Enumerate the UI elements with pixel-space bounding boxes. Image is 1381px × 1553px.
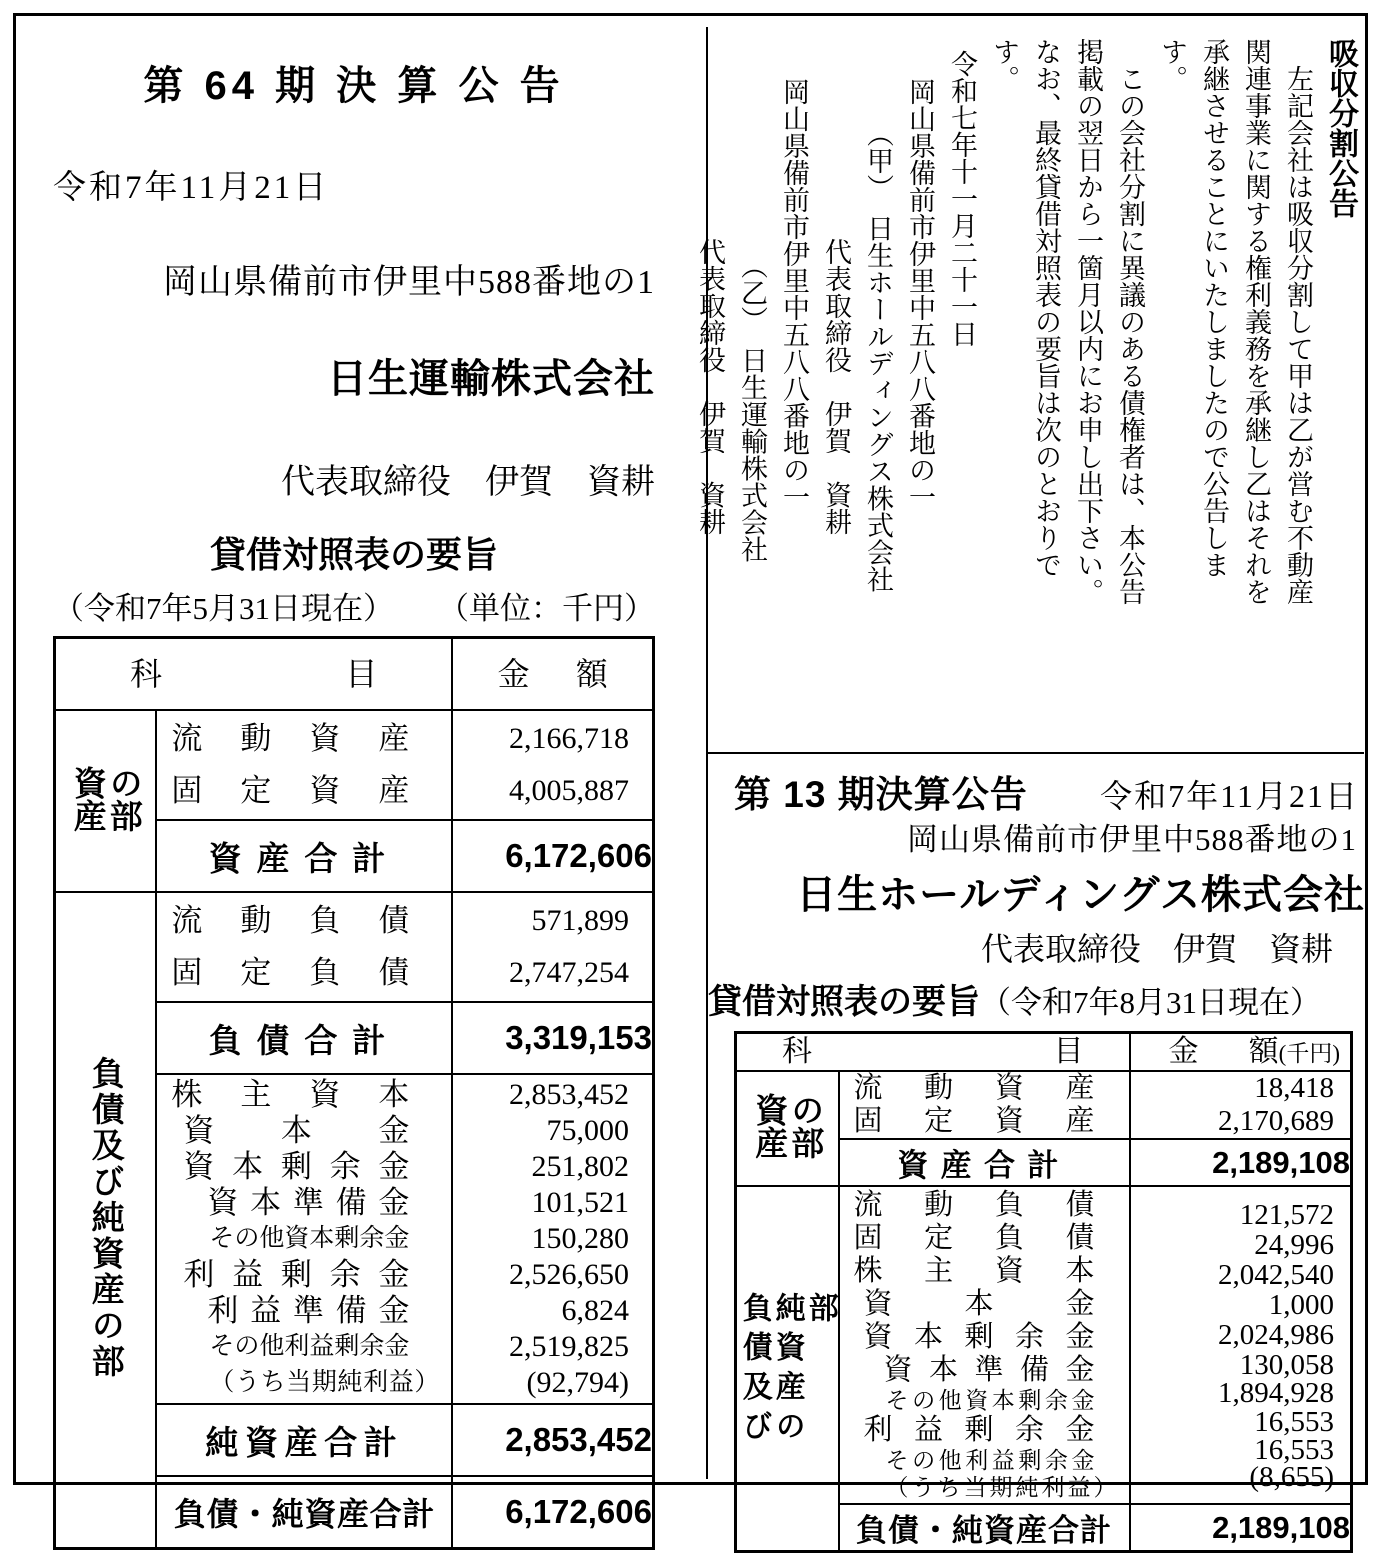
header-amount-cell xyxy=(452,638,653,711)
company-name: 日生運輸株式会社 xyxy=(327,357,655,401)
item-name: その他利益剰余金 xyxy=(209,1333,410,1360)
header-subject-char: 目 xyxy=(1053,1035,1084,1068)
balance-sheet-unit: （単位：千円） xyxy=(438,591,655,626)
item-name: 流動資産 xyxy=(853,1072,1095,1104)
header-amount-group xyxy=(1249,1034,1340,1072)
announcement-title-line xyxy=(708,764,1365,815)
balance-sheet-title: 貸借対照表の要旨 xyxy=(708,983,980,1021)
total-name: 負債合計 xyxy=(156,1002,452,1074)
item-name: 資本剰余金 xyxy=(863,1321,1095,1353)
announcement-date: 令和7年11月21日 xyxy=(53,170,330,206)
notice-heading: 吸収分割公告 xyxy=(1324,38,1357,218)
left-announcement-column xyxy=(53,38,655,1550)
liabilities-body-row xyxy=(55,892,654,1002)
item-name: 固定負債 xyxy=(171,955,410,990)
assets-amounts-cell xyxy=(1130,1071,1352,1139)
header-amount-char: 額 xyxy=(1248,1035,1279,1068)
item-value: 75,000 xyxy=(546,1114,629,1147)
item-name: 流動資産 xyxy=(171,721,410,756)
section-label-liabilities-net-assets: 負債及び純資産の部 xyxy=(55,892,157,1549)
item-name: 固定負債 xyxy=(853,1222,1095,1254)
item-value: 2,519,825 xyxy=(509,1330,629,1363)
header-subject-char: 目 xyxy=(345,656,378,692)
item-name: その他利益剰余金 xyxy=(885,1448,1095,1473)
item-value: 2,024,986 xyxy=(1218,1318,1334,1351)
balance-sheet-meta xyxy=(53,583,655,628)
item-value: 150,280 xyxy=(531,1222,629,1255)
representative-line: 代表取締役 伊賀 資耕 xyxy=(281,464,655,501)
item-value: 2,042,540 xyxy=(1218,1258,1334,1291)
header-amount-char: 額 xyxy=(575,656,608,692)
item-value: 121,572 xyxy=(1239,1198,1334,1231)
item-value: 130,058 xyxy=(1239,1348,1334,1381)
item-name: 資本準備金 xyxy=(883,1354,1095,1386)
balance-sheet-title: 貸借対照表の要旨 xyxy=(209,534,498,575)
item-value: 2,853,452 xyxy=(509,1078,629,1111)
item-value: (8,655) xyxy=(1249,1460,1334,1493)
assets-amounts-cell xyxy=(452,710,653,820)
total-name: 純資産合計 xyxy=(156,1404,452,1476)
total-name: 資産合計 xyxy=(156,820,452,892)
balance-sheet-table-left xyxy=(53,636,655,1550)
header-subject-cell xyxy=(55,638,453,711)
balance-sheet-asof: （令和7年8月31日現在） xyxy=(980,985,1321,1020)
otsu-representative: 代表取締役 伊賀 資耕 xyxy=(695,238,725,535)
item-value: 6,824 xyxy=(561,1294,629,1327)
notice-paragraph: この会社分割に異議のある債権者は、本公告掲載の翌日から一箇月以内にお申し出下さい。なお、最終貸借対照表の要旨は次のとおりです。 xyxy=(989,38,1145,605)
item-value: 1,000 xyxy=(1268,1288,1334,1321)
company-address: 岡山県備前市伊里中588番地の1 xyxy=(907,822,1357,857)
right-announcement-column xyxy=(708,764,1365,1553)
item-name: その他資本剰余金 xyxy=(209,1225,410,1252)
item-name: 資本準備金 xyxy=(207,1185,410,1220)
item-name: 利益剰余金 xyxy=(183,1257,410,1292)
header-unit: (千円) xyxy=(1278,1041,1340,1066)
announcement-title: 第 13 期決算公告 xyxy=(734,774,1028,815)
header-amount-cell xyxy=(1130,1033,1352,1072)
item-value: 24,996 xyxy=(1254,1228,1334,1261)
item-name: 資本剰余金 xyxy=(183,1149,410,1184)
total-value: 3,319,153 xyxy=(452,1002,653,1074)
item-name: 流動負債 xyxy=(853,1189,1095,1221)
liabilities-body-row xyxy=(736,1186,1352,1504)
table-header-row xyxy=(55,638,654,711)
item-value: 16,553 xyxy=(1254,1405,1334,1438)
total-name: 資産合計 xyxy=(839,1139,1130,1186)
section-label-assets: 資産の部 xyxy=(55,710,157,892)
header-subject-char: 科 xyxy=(130,656,163,692)
header-subject-char: 科 xyxy=(782,1035,812,1068)
item-value: 251,802 xyxy=(531,1150,629,1183)
equity-amounts-cell xyxy=(452,1074,653,1404)
otsu-address: 岡山県備前市伊里中五八八番地の一 xyxy=(779,78,809,510)
notice-date: 令和七年十一月二十一日 xyxy=(947,50,977,347)
item-value: 101,521 xyxy=(531,1186,629,1219)
item-value: (92,794) xyxy=(526,1366,629,1399)
balance-sheet-table-right xyxy=(734,1031,1353,1553)
notice-paragraph: 左記会社は吸収分割して甲は乙が営む不動産関連事業に関する権利義務を承継し乙はそれを承継させることにいたしましたので公告します。 xyxy=(1157,38,1313,605)
item-value: 1,894,928 xyxy=(1218,1376,1334,1409)
balance-sheet-asof: （令和7年5月31日現在） xyxy=(53,591,394,626)
header-amount-char: 金 xyxy=(497,656,530,692)
total-value: 2,853,452 xyxy=(452,1404,653,1476)
item-name: 株主資本 xyxy=(171,1077,410,1112)
assets-items-cell xyxy=(156,710,452,820)
item-value: 16,553 xyxy=(1254,1433,1334,1466)
assets-body-row xyxy=(736,1071,1352,1139)
announcement-date: 令和7年11月21日 xyxy=(1100,778,1359,814)
kou-address: 岡山県備前市伊里中五八八番地の一 xyxy=(905,78,935,510)
item-name: （うち当期純利益） xyxy=(209,1369,440,1396)
absorption-split-notice xyxy=(695,38,1361,613)
item-name: 固定資産 xyxy=(171,773,410,808)
item-value: 2,170,689 xyxy=(1218,1105,1334,1137)
item-name: 資本金 xyxy=(863,1288,1095,1320)
liabilities-amounts-cell xyxy=(1130,1186,1352,1504)
header-subject-cell xyxy=(736,1033,1130,1072)
assets-items-cell xyxy=(839,1071,1130,1139)
table-header-row xyxy=(736,1033,1352,1072)
company-address: 岡山県備前市伊里中588番地の1 xyxy=(163,264,655,301)
kou-representative: 代表取締役 伊賀 資耕 xyxy=(821,238,851,535)
total-value: 6,172,606 xyxy=(452,1476,653,1549)
equity-items-cell xyxy=(156,1074,452,1404)
assets-body-row xyxy=(55,710,654,820)
section-label-liabilities-net-assets: 負債及び 純資産の部 xyxy=(736,1186,839,1552)
item-name: 流動負債 xyxy=(171,903,410,938)
total-value: 6,172,606 xyxy=(452,820,653,892)
header-amount-char: 金 xyxy=(1168,1035,1199,1068)
liabilities-amounts-cell xyxy=(452,892,653,1002)
liabilities-items-cell xyxy=(839,1186,1130,1504)
item-name: 株主資本 xyxy=(853,1255,1095,1287)
liabilities-items-cell xyxy=(156,892,452,1002)
item-value: 4,005,887 xyxy=(509,774,629,807)
balance-sheet-title-line xyxy=(708,974,1365,1023)
item-value: 571,899 xyxy=(531,904,629,937)
item-name: 資本金 xyxy=(183,1113,410,1148)
total-name: 負債・純資産合計 xyxy=(839,1504,1130,1552)
company-name: 日生ホールディングス株式会社 xyxy=(796,873,1365,917)
item-value: 2,526,650 xyxy=(509,1258,629,1291)
item-name: 固定資産 xyxy=(853,1105,1095,1137)
item-value: 2,747,254 xyxy=(509,956,629,989)
total-value: 2,189,108 xyxy=(1130,1139,1352,1186)
section-divider xyxy=(708,752,1364,754)
item-name: その他資本剰余金 xyxy=(885,1388,1095,1413)
item-name: 利益準備金 xyxy=(207,1293,410,1328)
item-name: 利益剰余金 xyxy=(863,1414,1095,1446)
item-name: （うち当期純利益） xyxy=(885,1475,1117,1500)
section-label-assets: 資産の部 xyxy=(736,1071,839,1186)
representative-line: 代表取締役 伊賀 資耕 xyxy=(980,931,1333,967)
otsu-company: （乙） 日生運輸株式会社 xyxy=(737,252,767,563)
kou-company: （甲） 日生ホールディングス株式会社 xyxy=(863,120,893,593)
item-value: 2,166,718 xyxy=(509,722,629,755)
total-name: 負債・純資産合計 xyxy=(156,1476,452,1549)
item-value: 18,418 xyxy=(1254,1072,1334,1104)
total-value: 2,189,108 xyxy=(1130,1504,1352,1552)
announcement-title: 第 64 期 決 算 公 告 xyxy=(143,64,565,108)
